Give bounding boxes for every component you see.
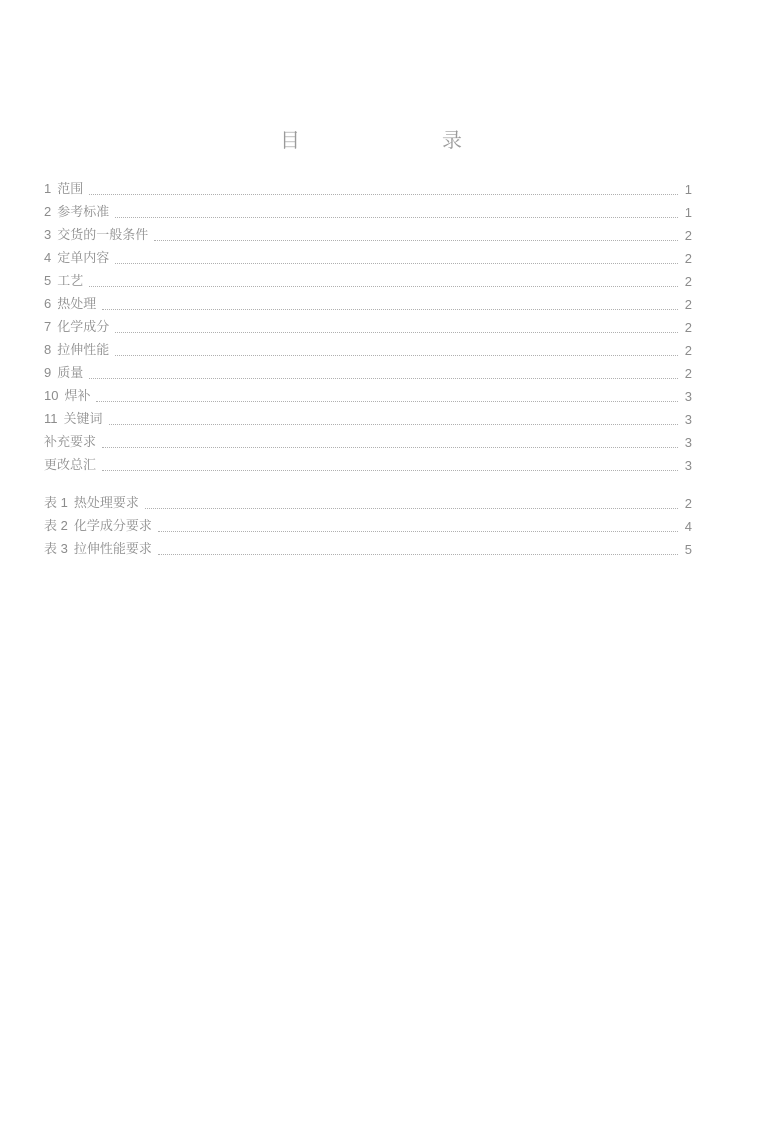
- toc-table-entry[interactable]: [44, 512, 692, 535]
- toc-entry-label: 化学成分: [57, 320, 110, 335]
- toc-entry-label: 关键词: [63, 412, 103, 427]
- dot-leader: [158, 553, 678, 555]
- toc-sections-list: [44, 175, 692, 474]
- dot-leader: [89, 285, 678, 287]
- toc-entry-label: 交货的一般条件: [57, 228, 149, 243]
- toc-entry-page: 2: [684, 320, 692, 335]
- toc-entry-label: 参考标准: [57, 205, 110, 220]
- toc-entry[interactable]: [44, 336, 692, 359]
- dot-leader: [89, 193, 678, 195]
- toc-table-label: 化学成分要求: [73, 519, 152, 534]
- toc-entry-number: 6: [44, 296, 52, 311]
- dot-leader: [145, 507, 678, 509]
- toc-entry-label: 更改总汇: [44, 458, 97, 473]
- toc-entry[interactable]: [44, 428, 692, 451]
- dot-leader: [115, 331, 678, 333]
- toc-entry-page: 2: [684, 297, 692, 312]
- toc-entry-page: 3: [684, 458, 692, 473]
- toc-table-number: 表 3: [44, 541, 68, 556]
- toc-entry-number: 1: [44, 181, 52, 196]
- toc-entry[interactable]: [44, 313, 692, 336]
- dot-leader: [115, 354, 678, 356]
- toc-entry-page: 2: [684, 343, 692, 358]
- toc-entry-label: 焊补: [64, 389, 91, 404]
- toc-entry[interactable]: [44, 221, 692, 244]
- toc-entry-number: 10: [44, 388, 59, 403]
- dot-leader: [102, 469, 678, 471]
- toc-entry-number: 4: [44, 250, 52, 265]
- toc-entry-page: 2: [684, 251, 692, 266]
- toc-entry-label: 补充要求: [44, 435, 97, 450]
- toc-table-label: 拉伸性能要求: [73, 542, 152, 557]
- toc-table-entry[interactable]: [44, 535, 692, 558]
- toc-table-number: 表 1: [44, 495, 68, 510]
- dot-leader: [96, 400, 678, 402]
- toc-entry[interactable]: [44, 290, 692, 313]
- toc-entry-page: 1: [684, 182, 692, 197]
- toc-entry-label: 拉伸性能: [57, 343, 110, 358]
- toc-table-number: 表 2: [44, 518, 68, 533]
- toc-table-page: 5: [684, 542, 692, 557]
- toc-entry[interactable]: [44, 244, 692, 267]
- toc-tables-list: [44, 489, 692, 558]
- toc-entry[interactable]: [44, 198, 692, 221]
- toc-entry-label: 工艺: [57, 274, 84, 289]
- toc-entry[interactable]: [44, 382, 692, 405]
- toc-table-label: 热处理要求: [73, 496, 139, 511]
- toc-entry-page: 2: [684, 366, 692, 381]
- toc-entry-number: 7: [44, 319, 52, 334]
- toc-entry-page: 3: [684, 389, 692, 404]
- toc-entry-number: 11: [44, 411, 58, 426]
- dot-leader: [102, 446, 678, 448]
- toc-entry-page: 1: [684, 205, 692, 220]
- toc-entry-page: 3: [684, 435, 692, 450]
- toc-entry[interactable]: [44, 405, 692, 428]
- toc-entry-number: 9: [44, 365, 52, 380]
- dot-leader: [102, 308, 678, 310]
- toc-table-page: 4: [684, 519, 692, 534]
- dot-leader: [154, 239, 678, 241]
- dot-leader: [115, 216, 678, 218]
- toc-title: [0, 124, 774, 152]
- dot-leader: [115, 262, 678, 264]
- toc-table-entry[interactable]: [44, 489, 692, 512]
- toc-entry[interactable]: [44, 175, 692, 198]
- toc-entry[interactable]: [44, 451, 692, 474]
- dot-leader: [89, 377, 678, 379]
- dot-leader: [158, 530, 678, 532]
- toc-entry-number: 5: [44, 273, 52, 288]
- toc-entry-page: 2: [684, 228, 692, 243]
- toc-entry-page: 3: [684, 412, 692, 427]
- toc-title-char-1: 目: [280, 128, 300, 152]
- toc-entry-label: 定单内容: [57, 251, 110, 266]
- dot-leader: [109, 423, 678, 425]
- toc-entry-number: 2: [44, 204, 52, 219]
- toc-entry-label: 热处理: [57, 297, 97, 312]
- toc-entry-page: 2: [684, 274, 692, 289]
- toc-title-char-2: 录: [442, 128, 462, 152]
- toc-entry-number: 3: [44, 227, 52, 242]
- toc-entry[interactable]: [44, 359, 692, 382]
- toc-table-page: 2: [684, 496, 692, 511]
- toc-entry-label: 质量: [57, 366, 84, 381]
- toc-entry-number: 8: [44, 342, 52, 357]
- toc-entry-label: 范围: [57, 182, 84, 197]
- toc-entry[interactable]: [44, 267, 692, 290]
